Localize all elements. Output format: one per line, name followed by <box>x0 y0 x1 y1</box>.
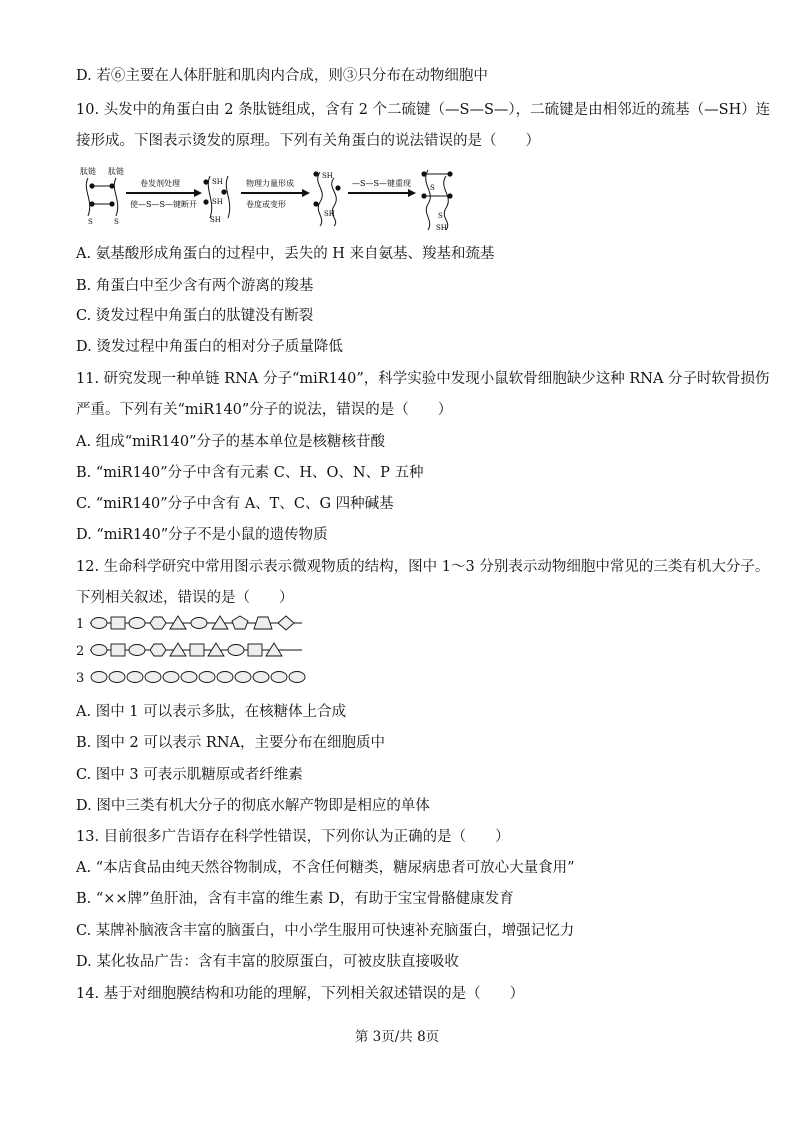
step2-bottom-label: 卷度或变形 <box>246 200 286 209</box>
step3-top-label: —S—S—键重现 <box>352 179 411 188</box>
q11-stem-line2: 严重。下列有关“miR140”分子的说法，错误的是（ ） <box>76 402 453 418</box>
svg-text:S: S <box>88 218 93 226</box>
svg-text:SH: SH <box>210 216 221 224</box>
q10-stem-line1: 10. 头发中的角蛋白由 2 条肽链组成，含有 2 个二硫键（—S—S—），二硫键是由相邻近的巯基（—SH）连 <box>76 102 771 118</box>
q12-stem-line1: 12. 生命科学研究中常用图示表示微观物质的结构，图中 1～3 分别表示动物细胞中常见的三类有机大分子。 <box>76 559 770 575</box>
q11-option-a: A. 组成“miR140”分子的基本单位是核糖核苷酸 <box>76 434 385 450</box>
q10-option-d: D. 烫发过程中角蛋白的相对分子质量降低 <box>76 339 343 355</box>
svg-text:S: S <box>430 184 435 192</box>
svg-text:SH: SH <box>322 172 333 180</box>
q11-stem-line1: 11. 研究发现一种单链 RNA 分子“miR140”，科学实验中发现小鼠软骨细胞缺少这种 RNA 分子时软骨损伤 <box>76 371 770 387</box>
label-peptide-left: 肽链 <box>80 167 96 176</box>
perm-principle-figure <box>76 160 466 232</box>
q10-option-c: C. 烫发过程中角蛋白的肽键没有断裂 <box>76 308 314 324</box>
svg-text:SH: SH <box>324 210 335 218</box>
svg-text:S: S <box>438 212 443 220</box>
svg-text:SH: SH <box>212 178 223 186</box>
q12-stem-line2: 下列相关叙述，错误的是（ ） <box>76 590 294 606</box>
q12-option-b: B. 图中 2 可以表示 RNA，主要分布在细胞质中 <box>76 735 386 751</box>
q13-option-d: D. 某化妆品广告：含有丰富的胶原蛋白，可被皮肤直接吸收 <box>76 954 459 970</box>
step1-top-label: 卷发剂处理 <box>140 179 180 188</box>
q13-option-c: C. 某牌补脑液含丰富的脑蛋白，中小学生服用可快速补充脑蛋白，增强记忆力 <box>76 923 575 939</box>
q10-option-b: B. 角蛋白中至少含有两个游离的羧基 <box>76 278 314 294</box>
page-footer: 第 3页/共 8页 <box>354 1029 440 1045</box>
q12-option-a: A. 图中 1 可以表示多肽，在核糖体上合成 <box>76 704 347 720</box>
row-label-2: 2 <box>76 644 85 659</box>
q10-option-a: A. 氨基酸形成角蛋白的过程中，丢失的 H 来自氨基、羧基和巯基 <box>76 246 495 262</box>
q12-option-c: C. 图中 3 可表示肌糖原或者纤维素 <box>76 767 303 783</box>
svg-text:SH: SH <box>212 198 223 206</box>
label-peptide-right: 肽链 <box>108 167 124 176</box>
q13-stem: 13. 目前很多广告语存在科学性错误，下列你认为正确的是（ ） <box>76 829 510 845</box>
q13-option-b: B. “××牌”鱼肝油，含有丰富的维生素 D，有助于宝宝骨骼健康发育 <box>76 891 514 907</box>
q10-stem-line2: 接形成。下图表示烫发的原理。下列有关角蛋白的说法错误的是（ ） <box>76 133 540 149</box>
row-label-1: 1 <box>76 617 85 632</box>
q9-option-d: D. 若⑥主要在人体肝脏和肌肉内合成，则③只分布在动物细胞中 <box>76 68 488 84</box>
q14-stem: 14. 基于对细胞膜结构和功能的理解，下列相关叙述错误的是（ ） <box>76 986 525 1002</box>
svg-text:SH: SH <box>436 224 447 232</box>
step1-bottom-label: 使—S—S—键断开 <box>130 200 197 209</box>
step2-top-label: 物理力量形成 <box>246 179 294 188</box>
q11-option-c: C. “miR140”分子中含有 A、T、C、G 四种碱基 <box>76 496 394 512</box>
q11-option-d: D. “miR140”分子不是小鼠的遗传物质 <box>76 527 328 543</box>
svg-text:S: S <box>114 218 119 226</box>
macromolecule-figure <box>76 612 316 688</box>
q13-option-a: A. “本店食品由纯天然谷物制成，不含任何糖类，糖尿病患者可放心大量食用” <box>76 860 575 876</box>
q12-option-d: D. 图中三类有机大分子的彻底水解产物即是相应的单体 <box>76 798 430 814</box>
row-label-3: 3 <box>76 671 85 686</box>
q11-option-b: B. “miR140”分子中含有元素 C、H、O、N、P 五种 <box>76 465 424 481</box>
